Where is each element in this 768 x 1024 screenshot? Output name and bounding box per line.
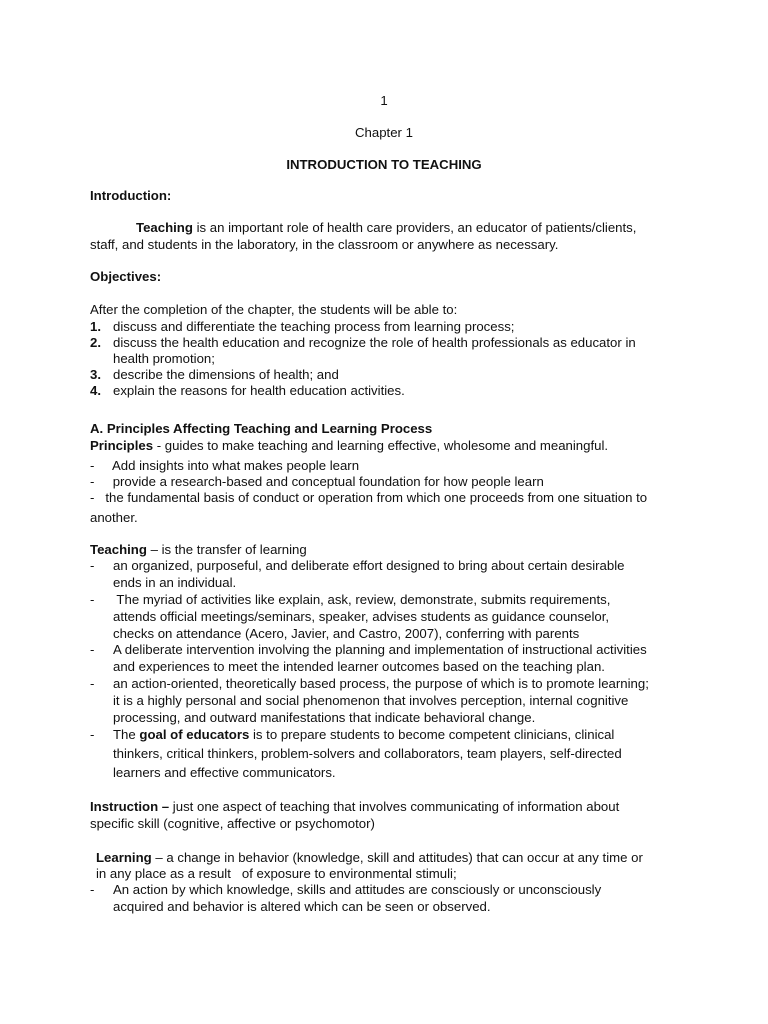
teaching-bullet-text: checks on attendance (Acero, Javier, and Castro, 2007), conferring with parents [113, 626, 580, 641]
instruction-definition [90, 799, 619, 814]
principles-bullet-continuation: another. [90, 510, 138, 525]
teaching-bullet-text: an organized, purposeful, and deliberate effort designed to bring about certain desirable [113, 558, 625, 573]
learning-bullet-text: acquired and behavior is altered which can be seen or observed. [113, 899, 491, 914]
teaching-bullet-text: The myriad of activities like explain, ask, review, demonstrate, submits requirements, [113, 592, 611, 607]
teaching-bullet-text: and experiences to meet the intended learner outcomes based on the teaching plan. [113, 659, 605, 674]
goal-of-educators-line [113, 727, 614, 742]
chapter-title: INTRODUCTION TO TEACHING [286, 157, 482, 172]
instruction-definition-text: just one aspect of teaching that involves communicating of information about [169, 799, 620, 814]
introduction-line-2: staff, and students in the laboratory, in the classroom or anywhere as necessary. [90, 237, 559, 252]
principles-definition-text: - guides to make teaching and learning effective, wholesome and meaningful. [153, 438, 609, 453]
learning-bullet-text: An action by which knowledge, skills and attitudes are consciously or unconsciously [113, 882, 602, 897]
objectives-heading: Objectives: [90, 269, 162, 284]
teaching-bullet-text: A deliberate intervention involving the planning and implementation of instructional activities [113, 642, 647, 657]
goal-of-educators-term: goal of educators [139, 727, 250, 742]
teaching-bullet-text: it is a highly personal and social phenomenon that involves perception, internal cognitive [113, 693, 629, 708]
bullet-dash: - [90, 882, 95, 897]
section-a-heading: A. Principles Affecting Teaching and Learning Process [90, 421, 433, 436]
objective-number: 1. [90, 319, 101, 334]
bullet-dash: - [90, 558, 95, 573]
learning-term: Learning [96, 850, 152, 865]
instruction-term: Instruction – [90, 799, 170, 814]
learning-definition-text: – a change in behavior (knowledge, skill and attitudes) that can occur at any time or [151, 850, 643, 865]
principles-bullet: - provide a research-based and conceptual foundation for how people learn [90, 474, 544, 489]
objective-text: health promotion; [113, 351, 215, 366]
introduction-heading: Introduction: [90, 188, 172, 203]
chapter-label: Chapter 1 [355, 125, 413, 140]
teaching-term: Teaching [136, 220, 193, 235]
principles-bullet: - Add insights into what makes people learn [90, 458, 360, 473]
bullet-dash: - [90, 592, 95, 607]
teaching-heading-term: Teaching [90, 542, 147, 557]
objective-text: describe the dimensions of health; and [113, 367, 339, 382]
instruction-line-2: specific skill (cognitive, affective or psychomotor) [90, 816, 375, 831]
teaching-definition-text: – is the transfer of learning [146, 542, 307, 557]
objective-number: 3. [90, 367, 101, 382]
teaching-bullet-text: processing, and outward manifestations that indicate behavioral change. [113, 710, 536, 725]
principles-bullet: - the fundamental basis of conduct or operation from which one proceeds from one situation to [90, 490, 648, 505]
introduction-line-1 [136, 220, 636, 235]
teaching-bullet-text: an action-oriented, theoretically based process, the purpose of which is to promote learning; [113, 676, 649, 691]
page-number: 1 [380, 93, 388, 108]
objective-text: discuss and differentiate the teaching process from learning process; [113, 319, 515, 334]
teaching-bullet-text: ends in an individual. [113, 575, 237, 590]
objective-number: 4. [90, 383, 101, 398]
objective-number: 2. [90, 335, 101, 350]
teaching-bullet-text: attends official meetings/seminars, speaker, advises students as guidance counselor, [113, 609, 610, 624]
goal-pre: The [113, 727, 140, 742]
objectives-intro: After the completion of the chapter, the students will be able to: [90, 302, 458, 317]
goal-line-3: learners and effective communicators. [113, 765, 336, 780]
learning-line-2: in any place as a result of exposure to environmental stimuli; [96, 866, 457, 881]
teaching-definition [90, 542, 307, 557]
objective-text: explain the reasons for health education activities. [113, 383, 405, 398]
bullet-dash: - [90, 676, 95, 691]
goal-line-2: thinkers, critical thinkers, problem-solvers and collaborators, team players, self-directed [113, 746, 622, 761]
bullet-dash: - [90, 727, 95, 742]
objective-text: discuss the health education and recognize the role of health professionals as educator in [113, 335, 636, 350]
bullet-dash: - [90, 642, 95, 657]
learning-definition [96, 850, 643, 865]
goal-rest: is to prepare students to become competent clinicians, clinical [249, 727, 615, 742]
principles-term: Principles [90, 438, 154, 453]
introduction-line-1-text: is an important role of health care providers, an educator of patients/clients, [192, 220, 637, 235]
principles-definition [90, 438, 608, 453]
